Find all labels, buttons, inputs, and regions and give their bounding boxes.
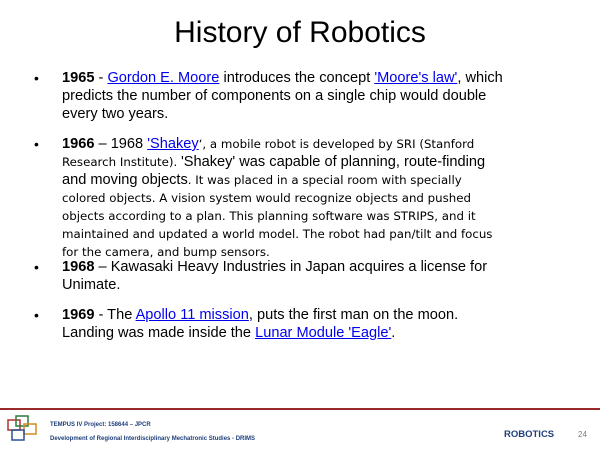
bullet-marker: • bbox=[34, 307, 39, 323]
bullet-text bbox=[62, 69, 577, 123]
text-run: introduces the concept bbox=[219, 70, 375, 86]
text-run: Research Institute). bbox=[62, 155, 181, 169]
bullet-text bbox=[62, 258, 577, 294]
year-label: 1968 bbox=[62, 259, 95, 275]
text-run: ‘, a mobile robot is developed by SRI (Stanford bbox=[198, 137, 475, 151]
text-line: maintained and updated a world model. The robot had pan/tilt and focus bbox=[62, 227, 493, 241]
text-run: . It was placed in a special room with specially bbox=[187, 173, 462, 187]
text-line: every two years. bbox=[62, 106, 169, 122]
bullet-marker: • bbox=[34, 136, 39, 152]
gordon-moore-link[interactable]: Gordon E. Moore bbox=[107, 70, 220, 86]
text-line: for the camera, and bump sensors. bbox=[62, 245, 270, 259]
text-run: . bbox=[391, 325, 396, 341]
text-run: - The bbox=[94, 307, 136, 323]
text-run: , which bbox=[457, 70, 503, 86]
footer-subject: ROBOTICS bbox=[504, 429, 555, 440]
text-run: – Kawasaki Heavy Industries in Japan acquires a license for bbox=[94, 259, 488, 275]
shakey-link[interactable]: 'Shakey bbox=[147, 136, 199, 152]
year-label: 1969 bbox=[62, 307, 95, 323]
year-label: 1966 bbox=[62, 136, 95, 152]
bullet-marker: • bbox=[34, 70, 39, 86]
text-run: - bbox=[94, 70, 108, 86]
tempus-logo-icon bbox=[6, 414, 42, 444]
footer-divider bbox=[0, 408, 600, 410]
footer-project: TEMPUS IV Project: 158644 – JPCR bbox=[50, 422, 151, 428]
text-line: objects according to a plan. This planning software was STRIPS, and it bbox=[62, 209, 476, 223]
text-line: colored objects. A vision system would recognize objects and pushed bbox=[62, 191, 472, 205]
slide-title: History of Robotics bbox=[174, 16, 426, 49]
text-line: predicts the number of components on a single chip would double bbox=[62, 88, 487, 104]
text-run: Landing was made inside the bbox=[62, 325, 256, 341]
bullet-text bbox=[62, 135, 577, 261]
text-run: , puts the first man on the moon. bbox=[248, 307, 459, 323]
year-label: 1965 bbox=[62, 70, 95, 86]
text-run: and moving objects bbox=[62, 172, 188, 188]
page-number: 24 bbox=[578, 430, 587, 439]
text-run: 'Shakey' was capable of planning, route-finding bbox=[180, 154, 486, 170]
moores-law-link[interactable]: 'Moore's law' bbox=[374, 70, 458, 86]
apollo-11-link[interactable]: Apollo 11 mission bbox=[135, 307, 249, 323]
bullet-marker: • bbox=[34, 259, 39, 275]
footer-development: Development of Regional Interdisciplinary Mechatronic Studies - DRIMS bbox=[50, 436, 256, 442]
bullet-text bbox=[62, 306, 577, 342]
text-line: Unimate. bbox=[62, 277, 121, 293]
text-run: – 1968 bbox=[94, 136, 148, 152]
lunar-module-link[interactable]: Lunar Module 'Eagle' bbox=[255, 325, 392, 341]
